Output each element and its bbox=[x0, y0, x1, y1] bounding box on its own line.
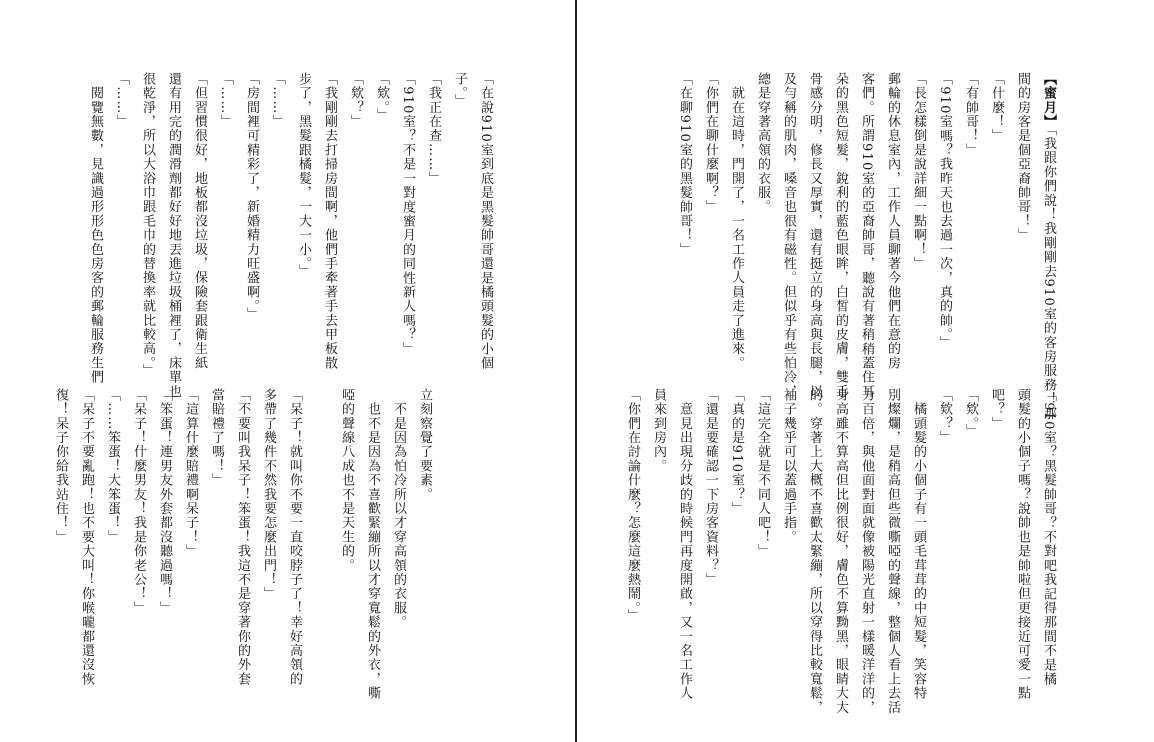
left-page-top-text: 「在說910室到底是黑髮帥哥還是橘頭髮的小個 子。」 「我正在查……」 「910室？不是一對度蜜月的同性新人嗎？」 「欸。」 「欸？」 「我剛剛去打掃房間啊，他們手牽著手去甲板散 步了，黑髮跟橘髮，一大一小。」 「……」 「房間裡可精彩了，新婚精力旺盛啊。」 「……」 「但習慣很好，地板都沒垃圾，保險套跟衛生紙 還有用完的潤滑劑都好好地丟進垃圾桶裡了，床單也 很乾淨，所以大浴巾跟毛巾的替換率就比較高。」 「……」 閱覽無數，見識過形形色色房客的郵輪服務生們 bbox=[88, 72, 493, 399]
page-gutter-divider bbox=[575, 0, 577, 742]
right-page-top-text bbox=[671, 72, 1061, 421]
chapter-title: 【蜜月】 bbox=[1041, 72, 1056, 129]
left-page-bottom-text: 立刻察覺了要素。 不是因為怕冷所以才穿高領的衣服。 也不是因為不喜歡緊繃所以才穿寬鬆的外衣，嘶 啞的聲線八成也不是天生的。 「呆子！就叫你不要一直咬脖子了！幸好高領的 多帶了幾件不然我要怎麼出門！」 「不要叫我呆子！笨蛋！我這不是穿著你的外套 當賠禮了嗎！」 「這算什麼賠禮啊呆子！」 「笨蛋！連男友外套都沒聽過嗎！」 「呆子！什麼男友！我是你老公！」 「……笨蛋！大笨蛋！」 「呆子不要亂跑！也不要大叫！你喉嚨都還沒恢 復！呆子你給我站住！」 bbox=[53, 388, 432, 701]
right-page-top-body: 「我跟你們說！我剛剛去910室的客房服務！那 間的房客是個亞裔帥哥！」 「什麼！」 「有帥哥！」 「910室嗎？我昨天也去過一次，真的帥。」 「長怎樣倒是說詳細一點啊！」 郵輪的休息室內，工作人員聊著今他們在意的房 客們。所謂910室的亞裔帥哥，聽說有著稍稍蓋住耳 朵的黑色短髮，銳利的藍色眼眸，白皙的皮膚，雙手 骨感分明，修長又厚實，還有挺立的身高與長腿，以 及勻稱的肌肉，嗓音也很有磁性。但似乎有些怕冷， 總是穿著高領的衣服。 就在這時，門開了，一名工作人員走了進來。 「你們在聊什麼啊？」 「在聊910室的黑髮帥哥！」 bbox=[677, 72, 1056, 421]
right-page-bottom-text: 「910室？黑髮帥哥？不對吧我記得那間不是橘 頭髮的小個子嗎？說帥也是帥啦但更接近可愛一點 吧？」 「欸。」 「欸？」 橘頭髮的小個子有一頭毛茸茸的中短髮，笑容特 別燦爛，是稍高但些微嘶啞的聲線，整個人看上去活 力百倍，與他面對面就像被陽光直射一樣暖洋洋的， 身高雖不算高但比例很好，膚色不算黝黑，眼睛大大 的。穿著上大概不喜歡太緊繃，所以穿得比較寬鬆， 袖子幾乎可以蓋過手指。 「這完全就是不同人吧！」 「真的是910室？」 「還是要確認一下房客資料？」 意見出現分歧的時候門再度開啟，又一名工作人 員來到房內。 「你們在討論什麼？怎麼這麼熱鬧。」 bbox=[625, 388, 1056, 715]
right-page bbox=[577, 0, 1154, 742]
left-page bbox=[0, 0, 575, 742]
